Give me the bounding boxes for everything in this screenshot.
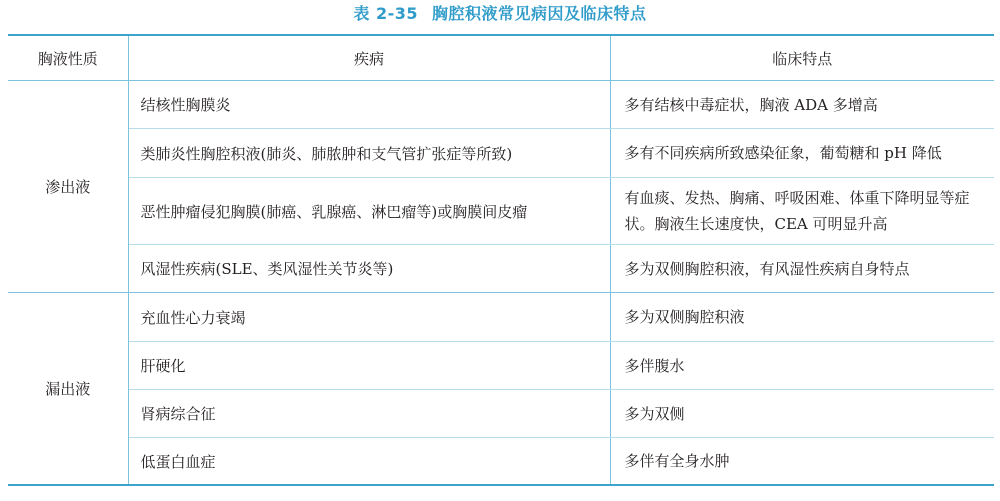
table-row	[8, 293, 994, 342]
etiology-table	[8, 34, 994, 486]
table-row	[8, 245, 994, 293]
features-cell: 多为双侧胸腔积液	[610, 293, 994, 342]
disease-cell: 恶性肿瘤侵犯胸膜(肺癌、乳腺癌、淋巴瘤等)或胸膜间皮瘤	[128, 178, 610, 245]
table-number: 表 2-35	[353, 4, 419, 23]
features-cell: 多伴有全身水肿	[610, 438, 994, 486]
disease-cell: 肝硬化	[128, 342, 610, 390]
disease-cell: 风湿性疾病(SLE、类风湿性关节炎等)	[128, 245, 610, 293]
disease-cell: 肾病综合征	[128, 390, 610, 438]
features-cell: 多伴腹水	[610, 342, 994, 390]
category-transudate: 漏出液	[8, 293, 128, 486]
disease-cell: 类肺炎性胸腔积液(肺炎、肺脓肿和支气管扩张症等所致)	[128, 129, 610, 178]
header-disease: 疾病	[128, 35, 610, 81]
header-fluid-type: 胸液性质	[8, 35, 128, 81]
table-row	[8, 178, 994, 245]
table-row	[8, 438, 994, 486]
disease-cell: 充血性心力衰竭	[128, 293, 610, 342]
category-exudate: 渗出液	[8, 81, 128, 293]
disease-cell: 结核性胸膜炎	[128, 81, 610, 129]
table-row	[8, 390, 994, 438]
table-caption	[0, 2, 1000, 26]
header-row	[8, 35, 994, 81]
features-cell: 多有不同疾病所致感染征象，葡萄糖和 pH 降低	[610, 129, 994, 178]
table-title: 胸腔积液常见病因及临床特点	[432, 4, 647, 23]
features-cell: 多为双侧	[610, 390, 994, 438]
header-clinical-features: 临床特点	[610, 35, 994, 81]
features-cell: 有血痰、发热、胸痛、呼吸困难、体重下降明显等症状。胸液生长速度快，CEA 可明显升高	[610, 178, 994, 245]
features-cell: 多有结核中毒症状，胸液 ADA 多增高	[610, 81, 994, 129]
disease-cell: 低蛋白血症	[128, 438, 610, 486]
table-row	[8, 81, 994, 129]
features-cell: 多为双侧胸腔积液，有风湿性疾病自身特点	[610, 245, 994, 293]
table-row	[8, 129, 994, 178]
table-row	[8, 342, 994, 390]
